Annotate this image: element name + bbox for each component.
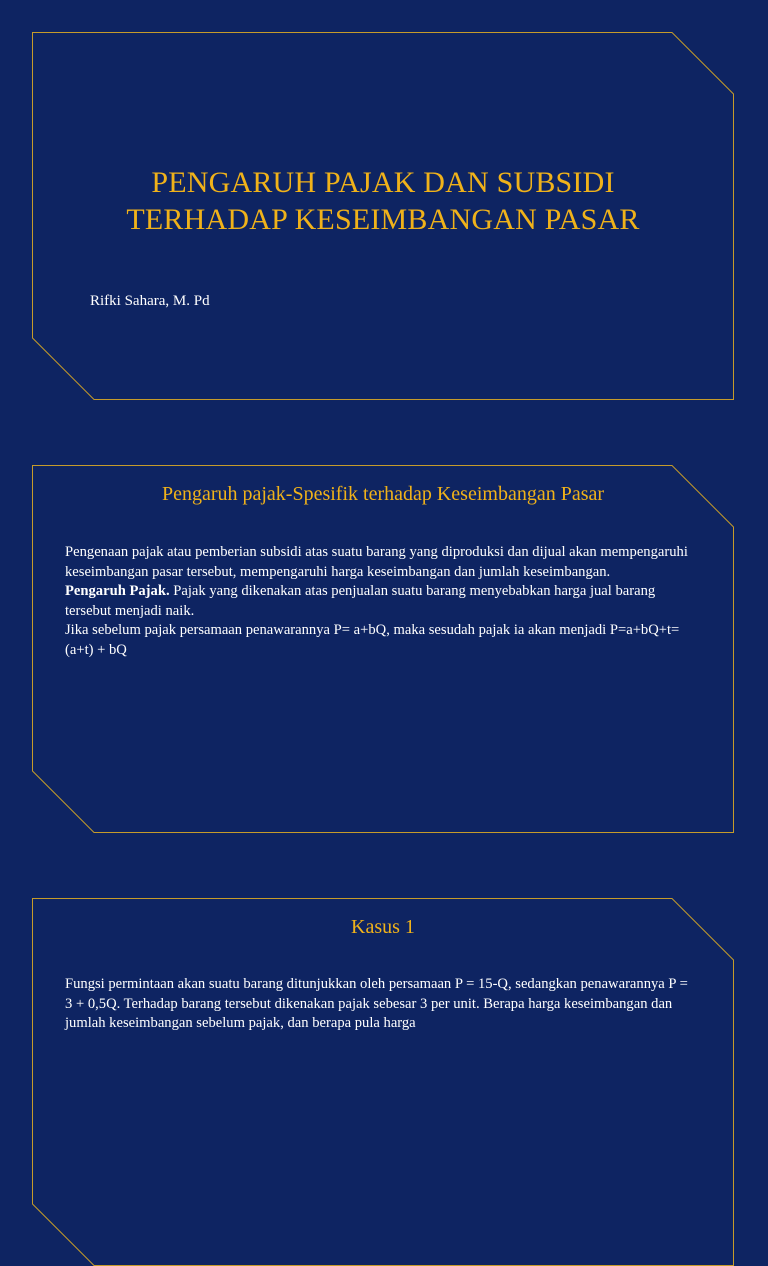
presentation-title xyxy=(72,164,694,238)
author-name: Rifki Sahara, M. Pd xyxy=(90,293,210,309)
paragraph-text: Pajak yang dikenakan atas penjualan suatu barang menyebabkan harga jual barang tersebut menjadi naik. xyxy=(65,583,656,619)
paragraph-pajak xyxy=(65,582,688,621)
slide-heading: Kasus 1 xyxy=(351,916,415,938)
title-line-1: PENGARUH PAJAK DAN SUBSIDI xyxy=(151,166,615,199)
slide-frame xyxy=(32,898,734,1266)
bold-label: Pengaruh Pajak. xyxy=(65,583,170,599)
slide-kasus-1 xyxy=(32,898,734,1266)
title-line-2: TERHADAP KESEIMBANGAN PASAR xyxy=(126,203,640,236)
paragraph-formula: Jika sebelum pajak persamaan penawarannya P= a+bQ, maka sesudah pajak ia akan menjadi P=a+bQ+t= (a+t) + bQ xyxy=(65,622,680,658)
slide-heading: Pengaruh pajak-Spesifik terhadap Keseimbangan Pasar xyxy=(161,483,605,505)
slide-body xyxy=(65,543,688,660)
paragraph-case: Fungsi permintaan akan suatu barang ditunjukkan oleh persamaan P = 15-Q, sedangkan penawarannya P = 3 + 0,5Q. Terhadap barang tersebut dikenakan pajak sebesar 3 per unit. Berapa harga keseimbangan dan jumlah keseimbangan sebelum pajak, dan berapa pula harga xyxy=(65,976,688,1031)
paragraph-intro: Pengenaan pajak atau pemberian subsidi atas suatu barang yang diproduksi dan dijual akan mempengaruhi keseimbangan pasar tersebut, mempengaruhi harga keseimbangan dan jumlah keseimbangan. xyxy=(65,544,688,580)
slide-pengaruh-pajak xyxy=(32,465,734,833)
slide-title xyxy=(32,32,734,400)
slide-body xyxy=(65,975,688,1034)
